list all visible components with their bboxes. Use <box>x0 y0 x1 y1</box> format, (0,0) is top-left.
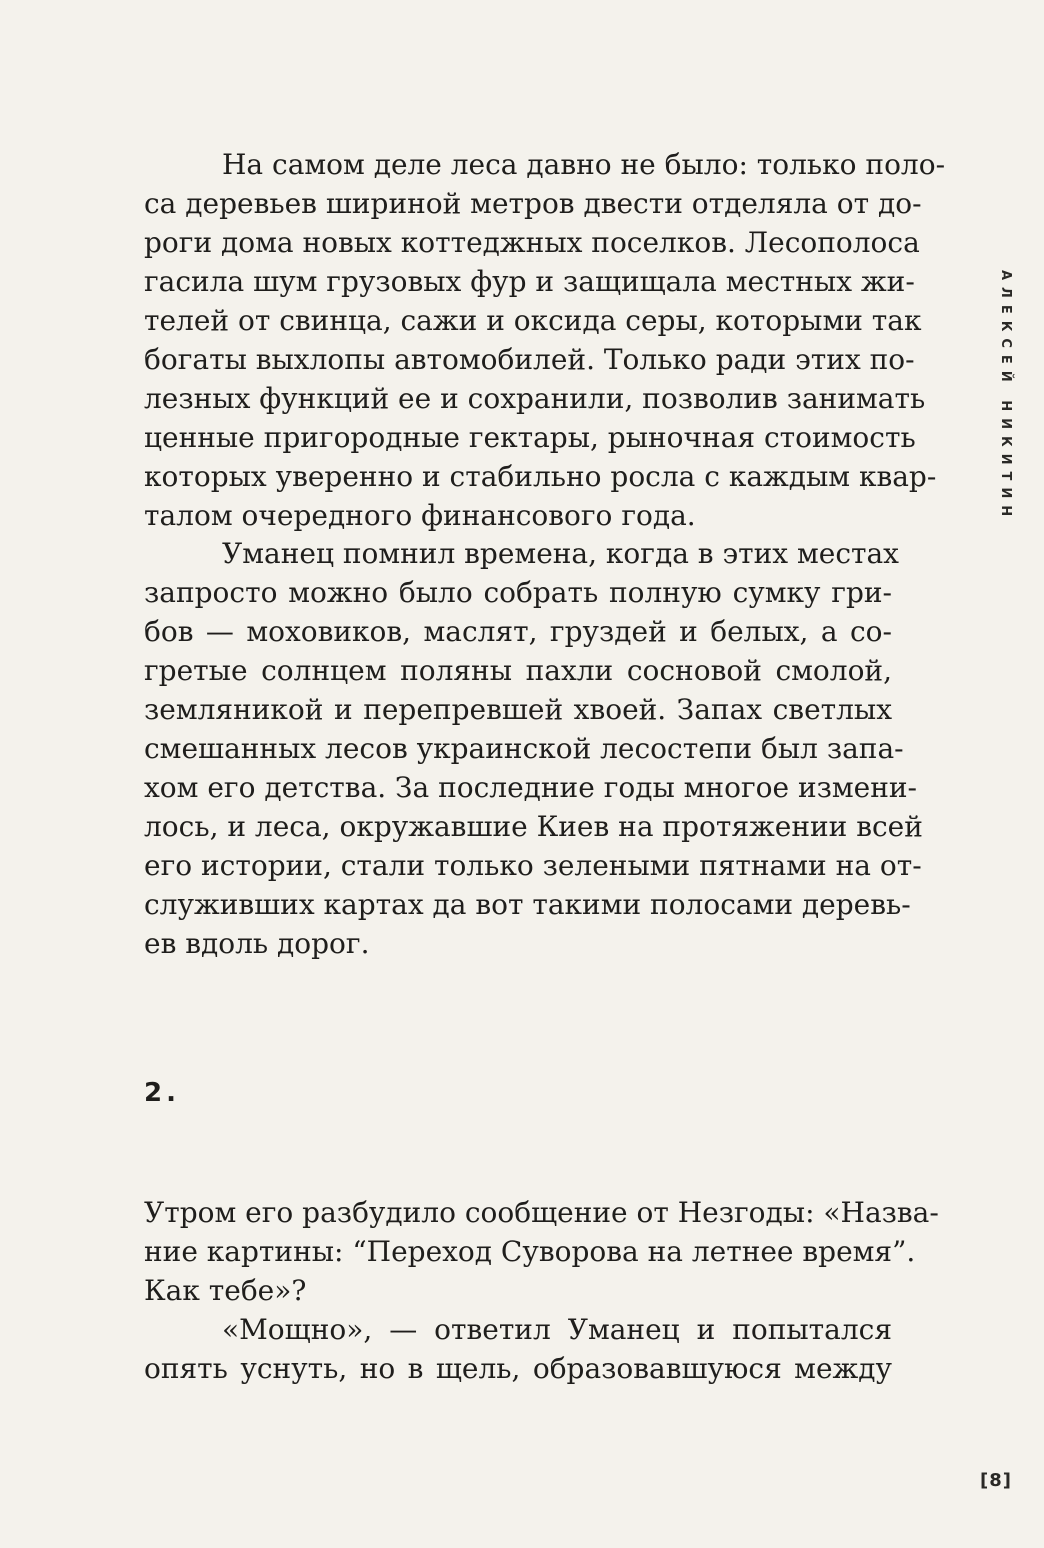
text-line: земляникой и перепревшей хвоей. Запах светлых <box>144 693 892 726</box>
text-line: бов — моховиков, маслят, груздей и белых, а со- <box>144 615 892 648</box>
text-line: лезных функций ее и сохранили, позволив занимать <box>144 382 926 415</box>
paragraph-1 <box>144 145 946 535</box>
section-number: 2. <box>144 1078 180 1108</box>
text-line: роги дома новых коттеджных поселков. Лесополоса <box>144 226 920 259</box>
text-line: смешанных лесов украинской лесостепи был запа- <box>144 732 904 765</box>
text-line: ние картины: “Переход Суворова на летнее время”. <box>144 1235 916 1268</box>
running-head-author <box>985 270 1025 524</box>
text-line: гасила шум грузовых фур и защищала местных жи- <box>144 265 915 298</box>
text-line: Утром его разбудило сообщение от Незгоды: «Назва- <box>144 1196 939 1229</box>
text-line: телей от свинца, сажи и оксида серы, которыми так <box>144 304 922 337</box>
text-line: которых уверенно и стабильно росла с каждым квар- <box>144 460 937 493</box>
text-line: опять уснуть, но в щель, образовавшуюся между <box>144 1352 892 1385</box>
text-line: гретые солнцем поляны пахли сосновой смолой, <box>144 654 892 687</box>
text-line: служивших картах да вот такими полосами деревь- <box>144 888 911 921</box>
text-line: ев вдоль дорог. <box>144 927 370 960</box>
text-line: хом его детства. За последние годы многое измени- <box>144 771 918 804</box>
paragraph-2 <box>144 534 923 963</box>
text-line: На самом деле леса давно не было: только поло- <box>222 148 946 181</box>
text-line: са деревьев шириной метров двести отделяла от до- <box>144 187 922 220</box>
paragraph-3 <box>144 1193 939 1310</box>
text-line: «Мощно», — ответил Уманец и попытался <box>222 1313 892 1346</box>
text-line: Как тебе»? <box>144 1274 307 1307</box>
author-name: АЛЕКСЕЙ НИКИТИН <box>998 270 1013 524</box>
text-line: Уманец помнил времена, когда в этих местах <box>222 537 899 570</box>
page-number: [8] <box>980 1470 1012 1491</box>
text-line: его истории, стали только зелеными пятнами на от- <box>144 849 922 882</box>
text-line: запросто можно было собрать полную сумку гри- <box>144 576 892 609</box>
text-line: ценные пригородные гектары, рыночная стоимость <box>144 421 916 454</box>
text-line: лось, и леса, окружавшие Киев на протяжении всей <box>144 810 923 843</box>
paragraph-4 <box>144 1310 892 1388</box>
text-line: талом очередного финансового года. <box>144 499 696 532</box>
text-line: богаты выхлопы автомобилей. Только ради этих по- <box>144 343 915 376</box>
